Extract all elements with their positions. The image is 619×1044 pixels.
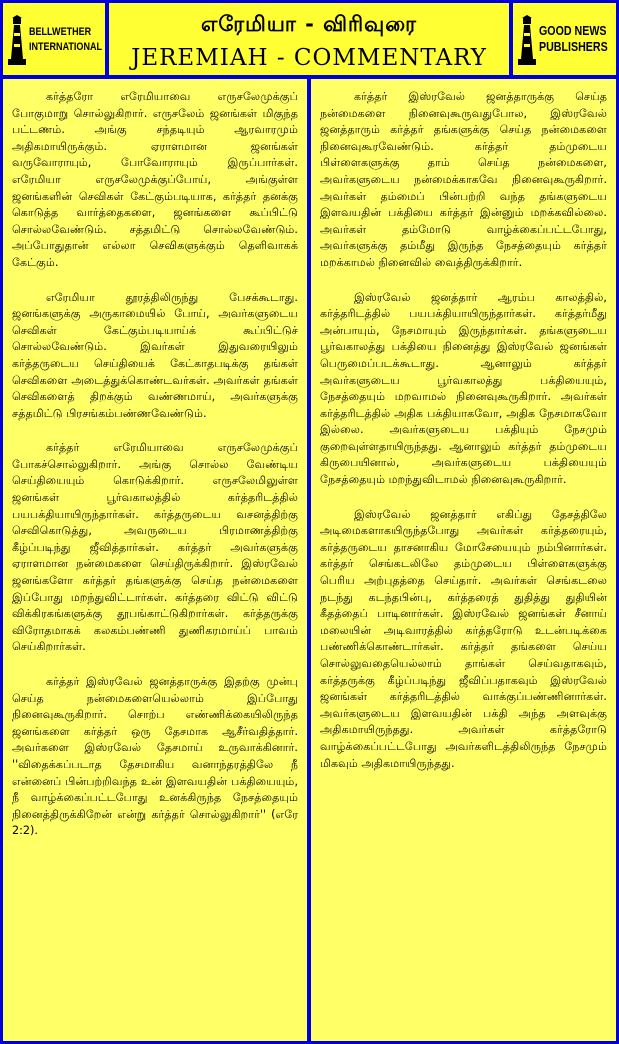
lighthouse-icon — [7, 15, 27, 67]
paragraph: கர்த்தர் எரேமியாவை எருசலேமுக்குப் போகச்சொல்லுகிறார். அங்கு சொல்ல வேண்டிய செய்தியையும் கொடுக்கிறார். எருசலேமிலுள்ள ஜனங்கள் பூர்வகாலத்தில் கர்த்தரிடத்தில் பயபக்தியாயிருந்தார்கள். கர்த்தருடைய வசனத்திற்கு செவிகொடுத்து, அவருடைய பிரமாணத்திற்கு கீழ்ப்படிந்து ஜீவித்தார்கள். கர்த்தர் அவர்களுக்கு ஏராளமான நன்மைகளை செய்திருக்கிறார். இஸ்ரவேல் ஜனங்களோ கர்த்தர் தங்களுக்கு செய்த நன்மைகளை இப்போது மறந்துவிட்டார்கள். கர்த்தரை விட்டு விட்டு விக்கிரகங்களுக்கு தூபங்காட்டுகிறார்கள். கர்த்தருக்கு விரோதமாகக் கலகம்பண்ணி துணிகரமாய்ப் பாவம் செய்கிறார்கள். — [12, 441, 298, 654]
lighthouse-icon — [517, 15, 537, 67]
publisher-logo-left — [3, 3, 105, 75]
paragraph: எரேமியா தூரத்திலிருந்து பேசக்கூடாது. ஜனங்களுக்கு அருகாமையில் போய், அவர்களுடைய செவிகள் கேட்கும்படியாய்க் கூப்பிட்டுச் சொல்லவேண்டும். இவர்கள் இதுவரையிலும் கர்த்தருடைய செய்தியைக் கேட்காதபடிக்கு தங்கள் செவிகளை அடைத்துக்கொண்டவர்கள். அவர்கள் தங்கள் செவிகளைத் திறக்கும் வண்ணமாய், அவர்களுக்கு சத்தமிட்டு பிரசங்கம்பண்ணவேண்டும். — [12, 290, 298, 420]
paragraph: கர்த்தர் இஸ்ரவேல் ஜனத்தாருக்கு இதற்கு முன்பு செய்த நன்மைகளையெல்லாம் இப்போது நினைவுகூருகிறார். சொற்ப எண்ணிக்கையிலிருந்த ஜனங்களை கர்த்தர் ஒரு தேசமாக ஆசீர்வதித்தார். அவர்களை இஸ்ரவேல் தேசமாய் உருவாக்கினார். ''விதைக்கப்படாத தேசமாகிய வனாந்தரத்திலே நீ என்னைப் பின்பற்றிவந்த உன் இளவயதின் பக்தியையும், நீ வாழ்க்கைப்பட்டபோது உனக்கிருந்த நேசத்தையும் நினைத்திருக்கிறேன் என்று கர்த்தர் சொல்லுகிறார்'' (எரே 2:2). — [12, 675, 298, 838]
right-column — [311, 79, 616, 1041]
paragraph: இஸ்ரவேல் ஜனத்தார் ஆரம்ப காலத்தில், கர்த்தரிடத்தில் பயபக்தியாயிருந்தார்கள். கர்த்தர்மீது அன்பாயும், நேசமாயும் இருந்தார்கள். தங்களுடைய பூர்வகாலத்து பக்தியை நினைத்து இஸ்ரவேல் ஜனங்கள் பெருமைப்படக்கூடாது. ஆனாலும் கர்த்தர் அவர்களுடைய பூர்வகாலத்து பக்தியையும், நேசத்தையும் மறவாமல் நினைவுகூருகிறார். அவர்கள் கர்த்தரிடத்தில் அதிக பக்தியாகவோ, அதிக நேசமாகவோ இல்லை. அவர்களுடைய பக்தியும் நேசமும் குறைவுள்ளதாயிருந்தது. ஆனாலும் கர்த்தர் தம்முடைய கிருபையினால், அவர்களுடைய பக்தியையும் நேசத்தையும் மறந்துவிடாமல் நினைவுகூருகிறார். — [320, 290, 607, 487]
paragraph: இஸ்ரவேல் ஜனத்தார் எகிப்து தேசத்திலே அடிமைகளாகயிருந்தபோது அவர்கள் கர்த்தரையும், கர்த்தருடைய தாசனாகிய மோசேயையும் நம்பினார்கள். கர்த்தர் செங்கடலிலே தம்முடைய பிள்ளைகளுக்கு பெரிய அற்புதத்தை செய்தார். அவர்கள் செங்கடலை நடந்து கடந்தபின்பு, கர்த்தரைத் துதித்து துதியின் கீதத்தைப் பாடினார்கள். இஸ்ரவேல் ஜனங்கள் சீனாய் மலையின் அடிவாரத்தில் கர்த்தரோடு உடன்படிக்கை பண்ணிக்கொண்டார்கள். கர்த்தர் தங்களை செய்ய சொல்லுவதையெல்லாம் தாங்கள் செய்வதாகவும், கர்த்தருக்கு கீழ்ப்படிந்து ஜீவிப்பதாகவும் இஸ்ரவேல் ஜனங்கள் கர்த்தரிடத்தில் வாக்குப்பண்ணினார்கள். அவர்களுடைய இளவயதின் பக்தி அந்த அளவுக்கு அதிகமாயிருந்தது. அவர்கள் கர்த்தரோடு வாழ்க்கைப்பட்டபோது அவர்களிடத்திலிருந்த நேசமும் மிகவும் அதிகமாயிருந்தது. — [320, 507, 607, 770]
title-tamil: எரேமியா - விரிவுரை — [201, 12, 417, 36]
publisher-name-right: GOOD NEWS PUBLISHERS — [539, 23, 608, 54]
paragraph: கர்த்தர் இஸ்ரவேல் ஜனத்தாருக்கு செய்த நன்மைகளை நினைவுகூருவதுபோல, இஸ்ரவேல் ஜனத்தாரும் கர்த்தர் தங்களுக்கு செய்த நன்மைகளை நினைவுகூரவேண்டும். கர்த்தர் தம்முடைய பிள்ளைகளுக்கு தாம் செய்த நன்மைகளை, அவர்களுடைய நன்மைக்காகவே நினைவுகூருகிறார். அவர்கள் தம்மைப் பின்பற்றி வந்த தங்களுடைய இளவயதின் பக்தியை கர்த்தர் இன்னும் மறக்கவில்லை. அவர்கள் தம்மோடு வாழ்க்கைப்பட்டபோது, அவர்களுக்கு தம்மீது இருந்த நேசத்தையும் கர்த்தர் மறக்காமல் நினைவில் வைத்திருக்கிறார். — [320, 90, 607, 269]
publisher-logo-right — [513, 3, 616, 75]
publisher-name-left: BELLWETHER INTERNATIONAL — [29, 26, 102, 53]
left-column — [3, 79, 307, 1041]
header-title — [109, 3, 509, 75]
title-english: JEREMIAH - COMMENTARY — [131, 45, 487, 71]
paragraph: கர்த்தரோ எரேமியாவை எருசலேமுக்குப் போகுமாறு சொல்லுகிறார். எருசலேம் ஜனங்கள் மிகுந்த பட்டணம். அங்கு சந்தடியும் ஆரவாரமும் அதிகமாயிருக்கும். ஏராளமான ஜனங்கள் வருவோராயும், போவோராயும் இருப்பார்கள். எரேமியா எருசலேமுக்குப்போய், அங்குள்ள ஜனங்களின் செவிகள் கேட்கும்படியாக, கர்த்தர் தனக்கு கொடுத்த வார்த்தைகளை, ஜனங்களை கூப்பிட்டு சொல்லவேண்டும். சத்தமிட்டு சொல்லவேண்டும். அப்போதுதான் எல்லா செவிகளுக்கும் தெளிவாகக் கேட்கும். — [12, 90, 298, 269]
